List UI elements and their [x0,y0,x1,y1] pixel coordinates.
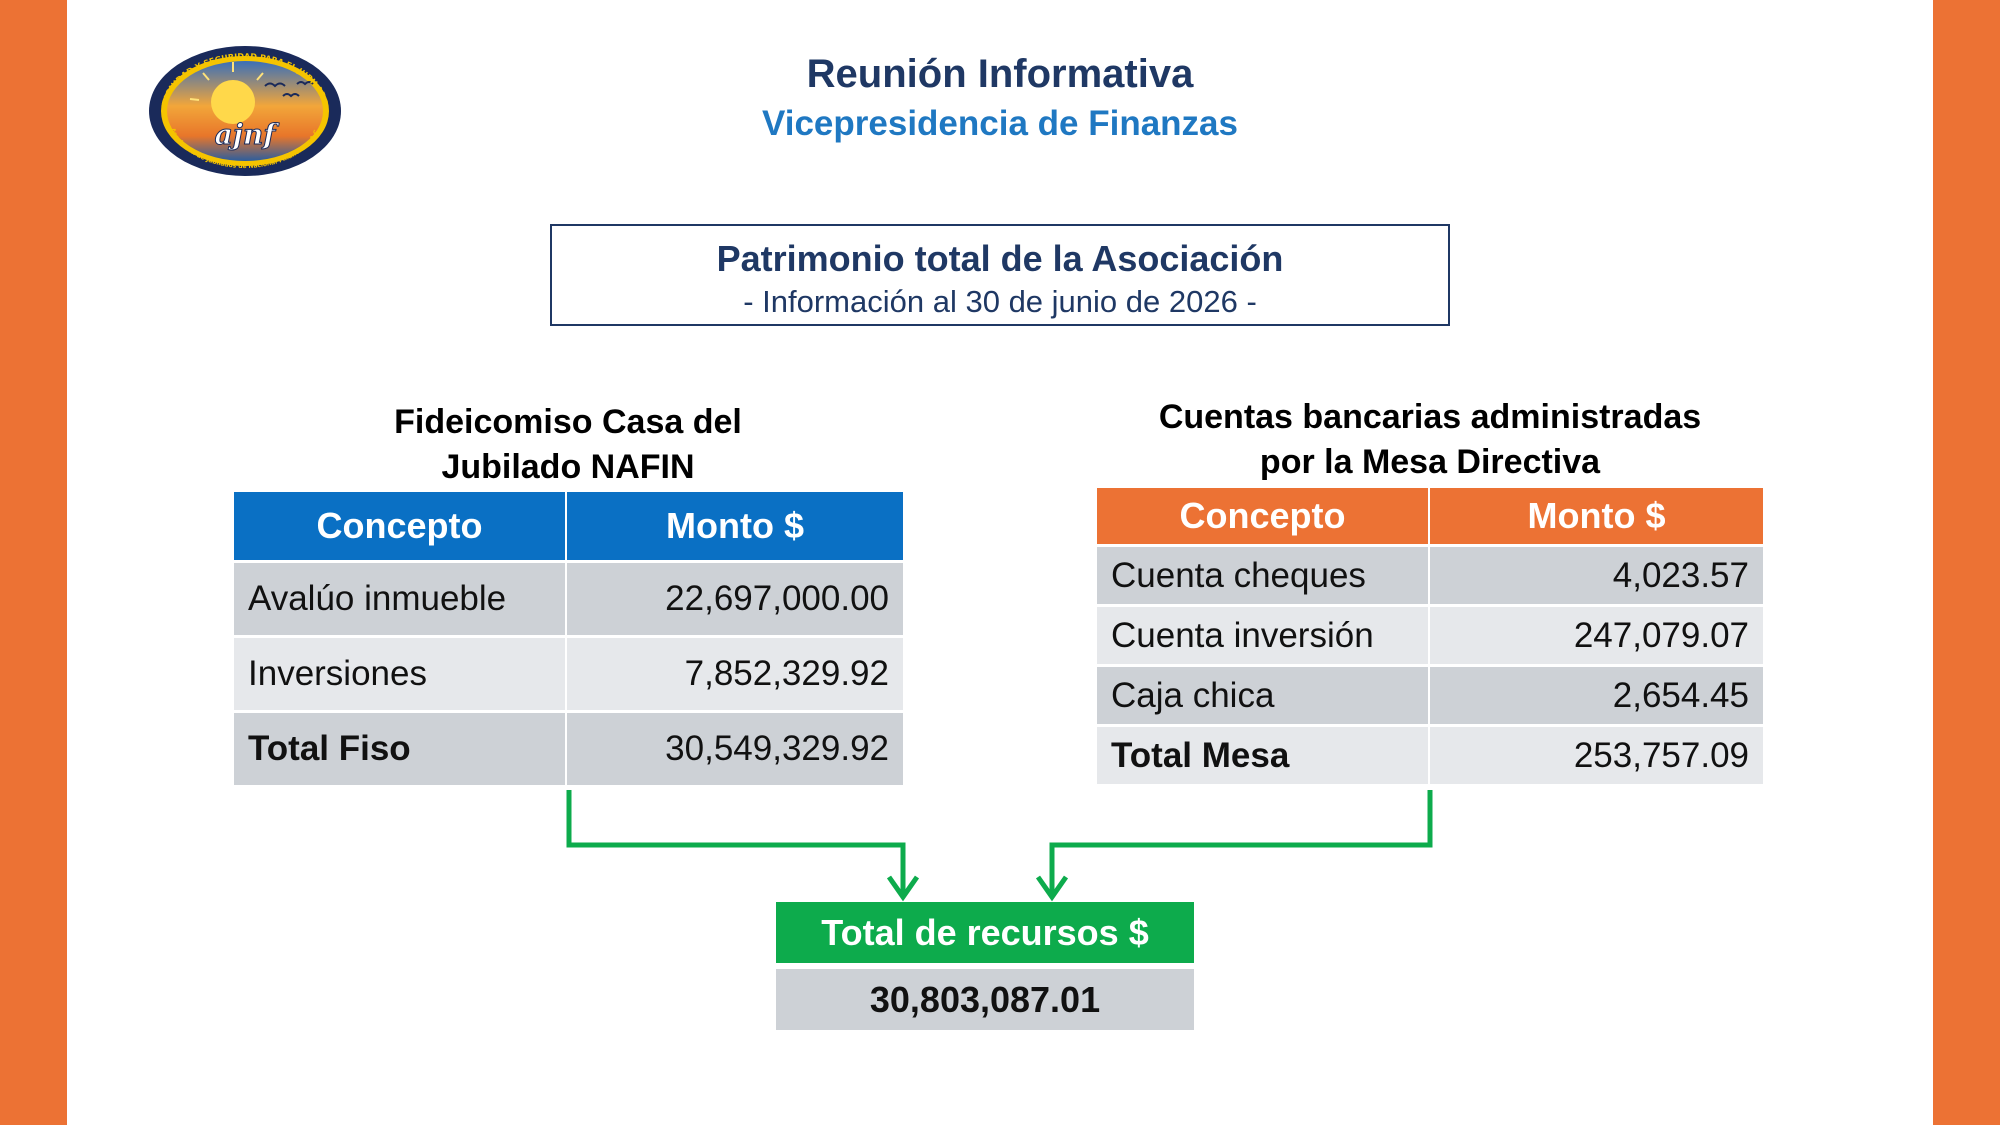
total-fiso-amount: 30,549,329.92 [567,713,903,788]
row-concept: Cuenta inversión [1097,607,1430,667]
row-amount: 7,852,329.92 [567,638,903,713]
column-header-concepto: Concepto [1097,488,1430,547]
total-recursos-value: 30,803,087.01 [776,969,1194,1030]
column-header-monto: Monto $ [1430,488,1763,547]
row-concept: Inversiones [234,638,567,713]
page-title: Reunión Informativa [806,52,1194,96]
patrimonio-title: Patrimonio total de la Asociación [716,238,1284,279]
connector-right [1052,790,1430,897]
row-amount: 4,023.57 [1430,547,1763,607]
column-header-monto: Monto $ [567,492,903,563]
row-amount: 247,079.07 [1430,607,1763,667]
row-amount: 22,697,000.00 [567,563,903,638]
page-subtitle: Vicepresidencia de Finanzas [762,104,1238,143]
logo-ring-text-bottom: Asociación de Jubilados de Nacional Financiera, A.C. [168,127,322,171]
row-amount: 2,654.45 [1430,667,1763,727]
column-header-concepto: Concepto [234,492,567,563]
total-fiso-label: Total Fiso [234,713,567,788]
cuentas-title-line1: Cuentas bancarias administradas [1158,398,1702,436]
patrimonio-date: - Información al 30 de junio de 2026 - [743,284,1257,319]
connector-left [569,790,903,897]
total-recursos-label: Total de recursos $ [776,902,1194,963]
logo-monogram: ajnf [214,118,276,151]
row-concept: Cuenta cheques [1097,547,1430,607]
total-mesa-amount: 253,757.09 [1430,727,1763,787]
fideicomiso-title-line2: Jubilado NAFIN [441,448,695,486]
cuentas-title-line2: por la Mesa Directiva [1259,443,1601,481]
row-concept: Avalúo inmueble [234,563,567,638]
logo-ring-text-top: DIGNIDAD Y SEGURIDAD PARA EL JUBILADO [160,51,330,107]
fideicomiso-title-line1: Fideicomiso Casa del [394,403,742,441]
row-concept: Caja chica [1097,667,1430,727]
total-mesa-label: Total Mesa [1097,727,1430,787]
